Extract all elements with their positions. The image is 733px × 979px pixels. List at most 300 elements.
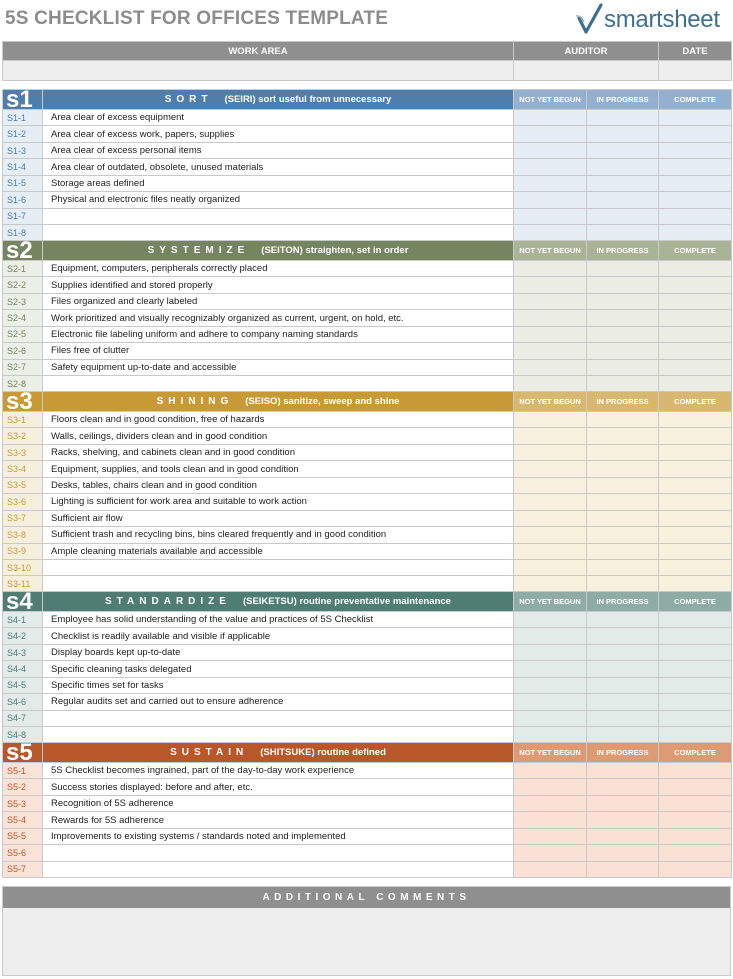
item-description[interactable]: Files free of clutter <box>43 343 514 359</box>
work-area-header-table <box>2 41 732 81</box>
complete-cell[interactable] <box>659 845 732 861</box>
section-title <box>43 241 514 261</box>
section-table <box>2 240 732 393</box>
item-description[interactable] <box>43 559 514 575</box>
not-yet-begun-cell[interactable] <box>514 644 587 660</box>
checklist-row <box>3 845 732 861</box>
item-description[interactable]: Area clear of outdated, obsolete, unused materials <box>43 159 514 175</box>
not-yet-begun-cell[interactable] <box>514 576 587 592</box>
complete-cell[interactable] <box>659 763 732 779</box>
item-description[interactable]: Storage areas defined <box>43 175 514 191</box>
status-header-complete: COMPLETE <box>659 90 732 110</box>
not-yet-begun-cell[interactable] <box>514 326 587 342</box>
item-description[interactable]: Sufficient air flow <box>43 510 514 526</box>
complete-cell[interactable] <box>659 208 732 224</box>
item-code: S2-1 <box>3 261 43 277</box>
in-progress-cell[interactable] <box>587 477 659 493</box>
checklist-row <box>3 208 732 224</box>
in-progress-cell[interactable] <box>587 494 659 510</box>
in-progress-cell[interactable] <box>587 543 659 559</box>
complete-cell[interactable] <box>659 727 732 743</box>
checklist-row <box>3 376 732 392</box>
checklist-row <box>3 175 732 191</box>
checklist-row <box>3 779 732 795</box>
in-progress-cell[interactable] <box>587 428 659 444</box>
not-yet-begun-cell[interactable] <box>514 310 587 326</box>
complete-cell[interactable] <box>659 795 732 811</box>
in-progress-cell[interactable] <box>587 326 659 342</box>
not-yet-begun-cell[interactable] <box>514 192 587 208</box>
in-progress-cell[interactable] <box>587 225 659 241</box>
complete-cell[interactable] <box>659 326 732 342</box>
section-table <box>2 742 732 878</box>
section-table <box>2 391 732 593</box>
item-description[interactable]: Safety equipment up-to-date and accessible <box>43 359 514 375</box>
item-code: S4-3 <box>3 644 43 660</box>
section-description: sanitize, sweep and shine <box>283 396 400 407</box>
item-description[interactable] <box>43 225 514 241</box>
in-progress-cell[interactable] <box>587 812 659 828</box>
not-yet-begun-cell[interactable] <box>514 343 587 359</box>
item-description[interactable]: Electronic file labeling uniform and adhere to company naming standards <box>43 326 514 342</box>
in-progress-cell[interactable] <box>587 795 659 811</box>
status-header-in-progress: IN PROGRESS <box>587 241 659 261</box>
not-yet-begun-cell[interactable] <box>514 543 587 559</box>
in-progress-cell[interactable] <box>587 277 659 293</box>
complete-cell[interactable] <box>659 661 732 677</box>
section-badge: s2 <box>3 241 43 261</box>
complete-cell[interactable] <box>659 428 732 444</box>
status-header-not-yet-begun: NOT YET BEGUN <box>514 90 587 110</box>
in-progress-cell[interactable] <box>587 412 659 428</box>
in-progress-cell[interactable] <box>587 661 659 677</box>
checklist-row <box>3 612 732 628</box>
item-code: S2-2 <box>3 277 43 293</box>
item-description[interactable] <box>43 376 514 392</box>
item-description[interactable]: Area clear of excess equipment <box>43 110 514 126</box>
item-description[interactable]: Display boards kept up-to-date <box>43 644 514 660</box>
section-badge: s4 <box>3 592 43 612</box>
in-progress-cell[interactable] <box>587 694 659 710</box>
in-progress-cell[interactable] <box>587 192 659 208</box>
item-description[interactable] <box>43 208 514 224</box>
complete-cell[interactable] <box>659 175 732 191</box>
complete-cell[interactable] <box>659 277 732 293</box>
not-yet-begun-cell[interactable] <box>514 428 587 444</box>
checklist-row <box>3 343 732 359</box>
complete-cell[interactable] <box>659 694 732 710</box>
item-code: S4-7 <box>3 710 43 726</box>
not-yet-begun-cell[interactable] <box>514 359 587 375</box>
not-yet-begun-cell[interactable] <box>514 628 587 644</box>
item-code: S4-6 <box>3 694 43 710</box>
not-yet-begun-cell[interactable] <box>514 444 587 460</box>
item-description[interactable]: 5S Checklist becomes ingrained, part of the day-to-day work experience <box>43 763 514 779</box>
item-description[interactable]: Physical and electronic files neatly organized <box>43 192 514 208</box>
item-code: S3-6 <box>3 494 43 510</box>
checklist-row <box>3 694 732 710</box>
status-header-not-yet-begun: NOT YET BEGUN <box>514 743 587 763</box>
complete-cell[interactable] <box>659 310 732 326</box>
checklist-row <box>3 677 732 693</box>
complete-cell[interactable] <box>659 293 732 309</box>
item-description[interactable]: Equipment, computers, peripherals correctly placed <box>43 261 514 277</box>
item-code: S3-8 <box>3 527 43 543</box>
section-sustain <box>2 742 731 878</box>
status-header-in-progress: IN PROGRESS <box>587 743 659 763</box>
section-header <box>3 592 732 612</box>
complete-cell[interactable] <box>659 510 732 526</box>
item-description[interactable]: Area clear of excess personal items <box>43 142 514 158</box>
item-description[interactable]: Desks, tables, chairs clean and in good condition <box>43 477 514 493</box>
status-header-not-yet-begun: NOT YET BEGUN <box>514 392 587 412</box>
checklist-row <box>3 261 732 277</box>
checklist-row <box>3 277 732 293</box>
section-description: routine preventative maintenance <box>299 596 451 607</box>
item-description[interactable]: Checklist is readily available and visible if applicable <box>43 628 514 644</box>
not-yet-begun-cell[interactable] <box>514 208 587 224</box>
item-code: S5-2 <box>3 779 43 795</box>
section-japanese: (SEIKETSU) <box>242 596 297 607</box>
item-code: S1-2 <box>3 126 43 142</box>
not-yet-begun-cell[interactable] <box>514 710 587 726</box>
in-progress-cell[interactable] <box>587 444 659 460</box>
status-header-in-progress: IN PROGRESS <box>587 592 659 612</box>
section-name: SYSTEMIZE <box>147 245 250 256</box>
not-yet-begun-cell[interactable] <box>514 126 587 142</box>
not-yet-begun-cell[interactable] <box>514 828 587 844</box>
in-progress-cell[interactable] <box>587 175 659 191</box>
in-progress-cell[interactable] <box>587 527 659 543</box>
item-description[interactable] <box>43 710 514 726</box>
in-progress-cell[interactable] <box>587 359 659 375</box>
complete-cell[interactable] <box>659 192 732 208</box>
in-progress-cell[interactable] <box>587 343 659 359</box>
complete-cell[interactable] <box>659 159 732 175</box>
complete-cell[interactable] <box>659 359 732 375</box>
section-name: SHINING <box>156 396 234 407</box>
item-description[interactable]: Sufficient trash and recycling bins, bins cleared frequently and in good condition <box>43 527 514 543</box>
in-progress-cell[interactable] <box>587 727 659 743</box>
checklist-row <box>3 494 732 510</box>
checklist-row <box>3 110 732 126</box>
not-yet-begun-cell[interactable] <box>514 845 587 861</box>
in-progress-cell[interactable] <box>587 310 659 326</box>
section-standardize <box>2 591 731 744</box>
complete-cell[interactable] <box>659 261 732 277</box>
section-badge: s1 <box>3 90 43 110</box>
complete-cell[interactable] <box>659 126 732 142</box>
checklist-row <box>3 192 732 208</box>
complete-cell[interactable] <box>659 142 732 158</box>
checklist-row <box>3 710 732 726</box>
not-yet-begun-cell[interactable] <box>514 225 587 241</box>
section-title <box>43 90 514 110</box>
item-code: S1-3 <box>3 142 43 158</box>
not-yet-begun-cell[interactable] <box>514 559 587 575</box>
in-progress-cell[interactable] <box>587 845 659 861</box>
complete-cell[interactable] <box>659 612 732 628</box>
in-progress-cell[interactable] <box>587 559 659 575</box>
item-code: S2-3 <box>3 293 43 309</box>
section-japanese: (SEITON) <box>261 245 303 256</box>
section-description: sort useful from unnecessary <box>258 94 392 105</box>
not-yet-begun-cell[interactable] <box>514 412 587 428</box>
item-description[interactable]: Employee has solid understanding of the value and practices of 5S Checklist <box>43 612 514 628</box>
not-yet-begun-cell[interactable] <box>514 159 587 175</box>
section-japanese: (SHITSUKE) <box>260 747 315 758</box>
item-description[interactable]: Floors clean and in good condition, free of hazards <box>43 412 514 428</box>
item-code: S3-5 <box>3 477 43 493</box>
not-yet-begun-cell[interactable] <box>514 477 587 493</box>
in-progress-cell[interactable] <box>587 628 659 644</box>
checklist-row <box>3 812 732 828</box>
item-description[interactable]: Walls, ceilings, dividers clean and in good condition <box>43 428 514 444</box>
in-progress-cell[interactable] <box>587 576 659 592</box>
section-badge: s5 <box>3 743 43 763</box>
item-description[interactable] <box>43 576 514 592</box>
item-code: S1-1 <box>3 110 43 126</box>
not-yet-begun-cell[interactable] <box>514 461 587 477</box>
complete-cell[interactable] <box>659 677 732 693</box>
section-sort <box>2 89 731 242</box>
not-yet-begun-cell[interactable] <box>514 175 587 191</box>
in-progress-cell[interactable] <box>587 612 659 628</box>
in-progress-cell[interactable] <box>587 677 659 693</box>
section-header <box>3 743 732 763</box>
not-yet-begun-cell[interactable] <box>514 376 587 392</box>
item-code: S3-9 <box>3 543 43 559</box>
complete-cell[interactable] <box>659 343 732 359</box>
checklist-row <box>3 861 732 877</box>
not-yet-begun-cell[interactable] <box>514 261 587 277</box>
item-description[interactable] <box>43 861 514 877</box>
not-yet-begun-cell[interactable] <box>514 694 587 710</box>
complete-cell[interactable] <box>659 710 732 726</box>
not-yet-begun-cell[interactable] <box>514 677 587 693</box>
checklist-row <box>3 661 732 677</box>
in-progress-cell[interactable] <box>587 828 659 844</box>
item-description[interactable]: Success stories displayed: before and after, etc. <box>43 779 514 795</box>
complete-cell[interactable] <box>659 644 732 660</box>
not-yet-begun-cell[interactable] <box>514 779 587 795</box>
in-progress-cell[interactable] <box>587 126 659 142</box>
item-code: S1-5 <box>3 175 43 191</box>
complete-cell[interactable] <box>659 861 732 877</box>
complete-cell[interactable] <box>659 628 732 644</box>
auditor-field[interactable] <box>514 61 659 81</box>
section-title <box>43 592 514 612</box>
item-code: S3-11 <box>3 576 43 592</box>
auditor-label: AUDITOR <box>514 42 659 61</box>
not-yet-begun-cell[interactable] <box>514 110 587 126</box>
item-description[interactable]: Improvements to existing systems / standards noted and implemented <box>43 828 514 844</box>
checklist-row <box>3 527 732 543</box>
checklist-row <box>3 795 732 811</box>
item-code: S2-8 <box>3 376 43 392</box>
checklist-row <box>3 543 732 559</box>
section-name: SUSTAIN <box>170 747 249 758</box>
status-header-in-progress: IN PROGRESS <box>587 392 659 412</box>
item-description[interactable]: Ample cleaning materials available and accessible <box>43 543 514 559</box>
complete-cell[interactable] <box>659 461 732 477</box>
item-code: S4-5 <box>3 677 43 693</box>
checklist-row <box>3 142 732 158</box>
item-description[interactable]: Area clear of excess work, papers, supplies <box>43 126 514 142</box>
item-description[interactable]: Specific times set for tasks <box>43 677 514 693</box>
item-code: S2-4 <box>3 310 43 326</box>
item-code: S3-3 <box>3 444 43 460</box>
status-header-complete: COMPLETE <box>659 743 732 763</box>
not-yet-begun-cell[interactable] <box>514 510 587 526</box>
complete-cell[interactable] <box>659 828 732 844</box>
item-code: S3-2 <box>3 428 43 444</box>
not-yet-begun-cell[interactable] <box>514 293 587 309</box>
checklist-row <box>3 225 732 241</box>
not-yet-begun-cell[interactable] <box>514 612 587 628</box>
item-description[interactable] <box>43 845 514 861</box>
section-header <box>3 392 732 412</box>
section-title <box>43 743 514 763</box>
checklist-row <box>3 510 732 526</box>
item-description[interactable]: Equipment, supplies, and tools clean and in good condition <box>43 461 514 477</box>
not-yet-begun-cell[interactable] <box>514 527 587 543</box>
in-progress-cell[interactable] <box>587 110 659 126</box>
item-code: S1-6 <box>3 192 43 208</box>
in-progress-cell[interactable] <box>587 510 659 526</box>
item-description[interactable]: Work prioritized and visually recognizably organized as current, urgent, on hold, etc. <box>43 310 514 326</box>
section-title <box>43 392 514 412</box>
in-progress-cell[interactable] <box>587 461 659 477</box>
complete-cell[interactable] <box>659 412 732 428</box>
not-yet-begun-cell[interactable] <box>514 142 587 158</box>
section-description: routine defined <box>317 747 386 758</box>
not-yet-begun-cell[interactable] <box>514 795 587 811</box>
not-yet-begun-cell[interactable] <box>514 661 587 677</box>
item-description[interactable]: Files organized and clearly labeled <box>43 293 514 309</box>
logo-text: smartsheet <box>604 6 720 33</box>
section-table <box>2 89 732 242</box>
item-description[interactable]: Recognition of 5S adherence <box>43 795 514 811</box>
checklist-row <box>3 359 732 375</box>
section-table <box>2 591 732 744</box>
complete-cell[interactable] <box>659 779 732 795</box>
date-field[interactable] <box>659 61 732 81</box>
complete-cell[interactable] <box>659 444 732 460</box>
in-progress-cell[interactable] <box>587 376 659 392</box>
checklist-row <box>3 293 732 309</box>
not-yet-begun-cell[interactable] <box>514 277 587 293</box>
section-name: STANDARDIZE <box>105 596 231 607</box>
in-progress-cell[interactable] <box>587 142 659 158</box>
page-title: 5S CHECKLIST FOR OFFICES TEMPLATE <box>5 8 389 29</box>
comments-field[interactable] <box>3 908 730 975</box>
checklist-row <box>3 310 732 326</box>
checklist-row <box>3 126 732 142</box>
complete-cell[interactable] <box>659 110 732 126</box>
complete-cell[interactable] <box>659 477 732 493</box>
not-yet-begun-cell[interactable] <box>514 763 587 779</box>
complete-cell[interactable] <box>659 543 732 559</box>
in-progress-cell[interactable] <box>587 861 659 877</box>
section-description: straighten, set in order <box>305 245 409 256</box>
work-area-field[interactable] <box>3 61 514 81</box>
comments-header: ADDITIONAL COMMENTS <box>3 887 730 908</box>
item-description[interactable]: Lighting is sufficient for work area and suitable to work action <box>43 494 514 510</box>
status-header-in-progress: IN PROGRESS <box>587 90 659 110</box>
item-code: S4-2 <box>3 628 43 644</box>
section-header <box>3 90 732 110</box>
item-code: S4-1 <box>3 612 43 628</box>
section-japanese: (SEIRI) <box>224 94 256 105</box>
item-description[interactable]: Rewards for 5S adherence <box>43 812 514 828</box>
section-systemize <box>2 240 731 393</box>
complete-cell[interactable] <box>659 559 732 575</box>
checklist-row <box>3 644 732 660</box>
status-header-complete: COMPLETE <box>659 392 732 412</box>
checklist-row <box>3 576 732 592</box>
item-description[interactable]: Racks, shelving, and cabinets clean and in good condition <box>43 444 514 460</box>
complete-cell[interactable] <box>659 576 732 592</box>
item-code: S1-7 <box>3 208 43 224</box>
complete-cell[interactable] <box>659 225 732 241</box>
complete-cell[interactable] <box>659 812 732 828</box>
checklist-row <box>3 428 732 444</box>
item-code: S2-7 <box>3 359 43 375</box>
item-description[interactable] <box>43 727 514 743</box>
not-yet-begun-cell[interactable] <box>514 494 587 510</box>
item-description[interactable]: Supplies identified and stored properly <box>43 277 514 293</box>
in-progress-cell[interactable] <box>587 779 659 795</box>
complete-cell[interactable] <box>659 376 732 392</box>
item-code: S3-1 <box>3 412 43 428</box>
item-description[interactable]: Regular audits set and carried out to ensure adherence <box>43 694 514 710</box>
in-progress-cell[interactable] <box>587 261 659 277</box>
not-yet-begun-cell[interactable] <box>514 727 587 743</box>
item-code: S2-5 <box>3 326 43 342</box>
item-code: S5-5 <box>3 828 43 844</box>
item-description[interactable]: Specific cleaning tasks delegated <box>43 661 514 677</box>
not-yet-begun-cell[interactable] <box>514 861 587 877</box>
item-code: S3-7 <box>3 510 43 526</box>
item-code: S2-6 <box>3 343 43 359</box>
in-progress-cell[interactable] <box>587 208 659 224</box>
item-code: S4-4 <box>3 661 43 677</box>
status-header-not-yet-begun: NOT YET BEGUN <box>514 592 587 612</box>
checklist-row <box>3 828 732 844</box>
in-progress-cell[interactable] <box>587 293 659 309</box>
complete-cell[interactable] <box>659 494 732 510</box>
item-code: S5-3 <box>3 795 43 811</box>
checklist-row <box>3 727 732 743</box>
not-yet-begun-cell[interactable] <box>514 812 587 828</box>
section-badge: s3 <box>3 392 43 412</box>
item-code: S1-4 <box>3 159 43 175</box>
complete-cell[interactable] <box>659 527 732 543</box>
in-progress-cell[interactable] <box>587 763 659 779</box>
item-code: S5-4 <box>3 812 43 828</box>
checklist-row <box>3 763 732 779</box>
in-progress-cell[interactable] <box>587 710 659 726</box>
checklist-row <box>3 444 732 460</box>
in-progress-cell[interactable] <box>587 644 659 660</box>
item-code: S5-7 <box>3 861 43 877</box>
status-header-not-yet-begun: NOT YET BEGUN <box>514 241 587 261</box>
checklist-row <box>3 628 732 644</box>
in-progress-cell[interactable] <box>587 159 659 175</box>
checklist-row <box>3 559 732 575</box>
checklist-row <box>3 477 732 493</box>
